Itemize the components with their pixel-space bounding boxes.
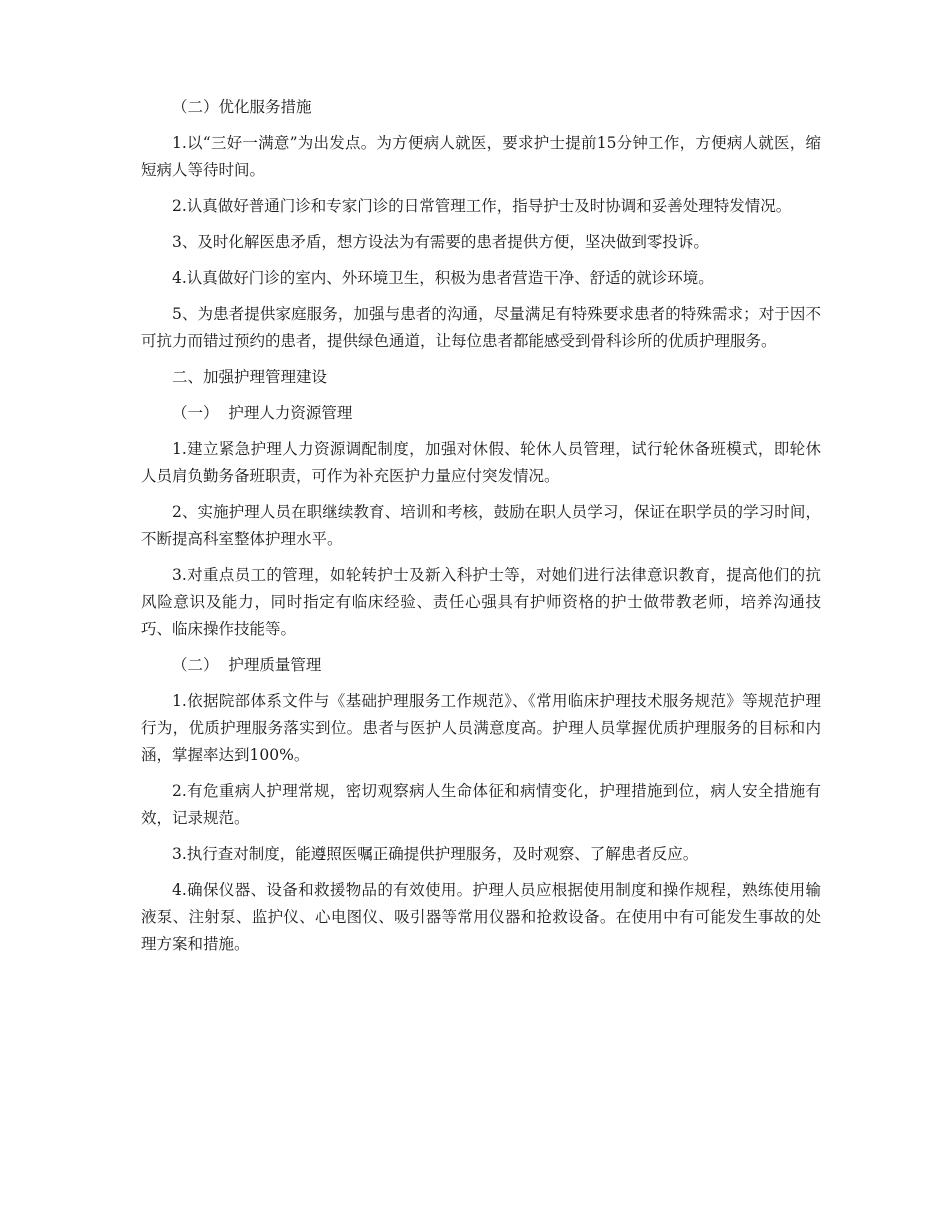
paragraph: 1.以“三好一满意”为出发点。为方便病人就医，要求护士提前15分钟工作，方便病人就医，缩短病人等待时间。 — [141, 134, 821, 179]
document-body — [141, 94, 821, 967]
paragraph: 3.对重点员工的管理，如轮转护士及新入科护士等，对她们进行法律意识教育，提高他们的抗风险意识及能力，同时指定有临床经验、责任心强具有护师资格的护士做带教老师，培养沟通技巧、临床操作技能等。 — [141, 566, 821, 638]
paragraph: 2.有危重病人护理常规，密切观察病人生命体征和病情变化，护理措施到位，病人安全措施有效，记录规范。 — [141, 782, 821, 827]
paragraph: 3.执行查对制度，能遵照医嘱正确提供护理服务，及时观察、了解患者反应。 — [172, 845, 699, 863]
paragraph: 1.依据院部体系文件与《基础护理服务工作规范》、《常用临床护理技术服务规范》等规范护理行为，优质护理服务落实到位。患者与医护人员满意度高。护理人员掌握优质护理服务的目标和内涵，掌握率达到100%。 — [141, 692, 821, 764]
paragraph: 4.确保仪器、设备和救援物品的有效使用。护理人员应根据使用制度和操作规程，熟练使用输液泵、注射泵、监护仪、心电图仪、吸引器等常用仪器和抢救设备。在使用中有可能发生事故的处理方案和措施。 — [141, 881, 821, 953]
subsection-heading-quality-management: （二） 护理质量管理 — [172, 656, 322, 674]
section-heading-nursing-management: 二、加强护理管理建设 — [172, 368, 328, 386]
section-heading-optimize-service: （二）优化服务措施 — [172, 98, 312, 116]
paragraph: 3、及时化解医患矛盾，想方设法为有需要的患者提供方便，坚决做到零投诉。 — [172, 233, 709, 251]
subsection-heading-human-resources: （一） 护理人力资源管理 — [172, 404, 353, 422]
paragraph: 4.认真做好门诊的室内、外环境卫生，积极为患者营造干净、舒适的就诊环境。 — [172, 269, 714, 287]
paragraph: 2.认真做好普通门诊和专家门诊的日常管理工作，指导护士及时协调和妥善处理特发情况。 — [172, 197, 792, 215]
paragraph: 1.建立紧急护理人力资源调配制度，加强对休假、轮休人员管理，试行轮休备班模式，即轮休人员肩负勤务备班职责，可作为补充医护力量应付突发情况。 — [141, 440, 821, 485]
paragraph: 5、为患者提供家庭服务，加强与患者的沟通，尽量满足有特殊要求患者的特殊需求；对于因不可抗力而错过预约的患者，提供绿色通道，让每位患者都能感受到骨科诊所的优质护理服务。 — [141, 305, 821, 350]
paragraph: 2、实施护理人员在职继续教育、培训和考核，鼓励在职人员学习，保证在职学员的学习时间，不断提高科室整体护理水平。 — [141, 503, 821, 548]
